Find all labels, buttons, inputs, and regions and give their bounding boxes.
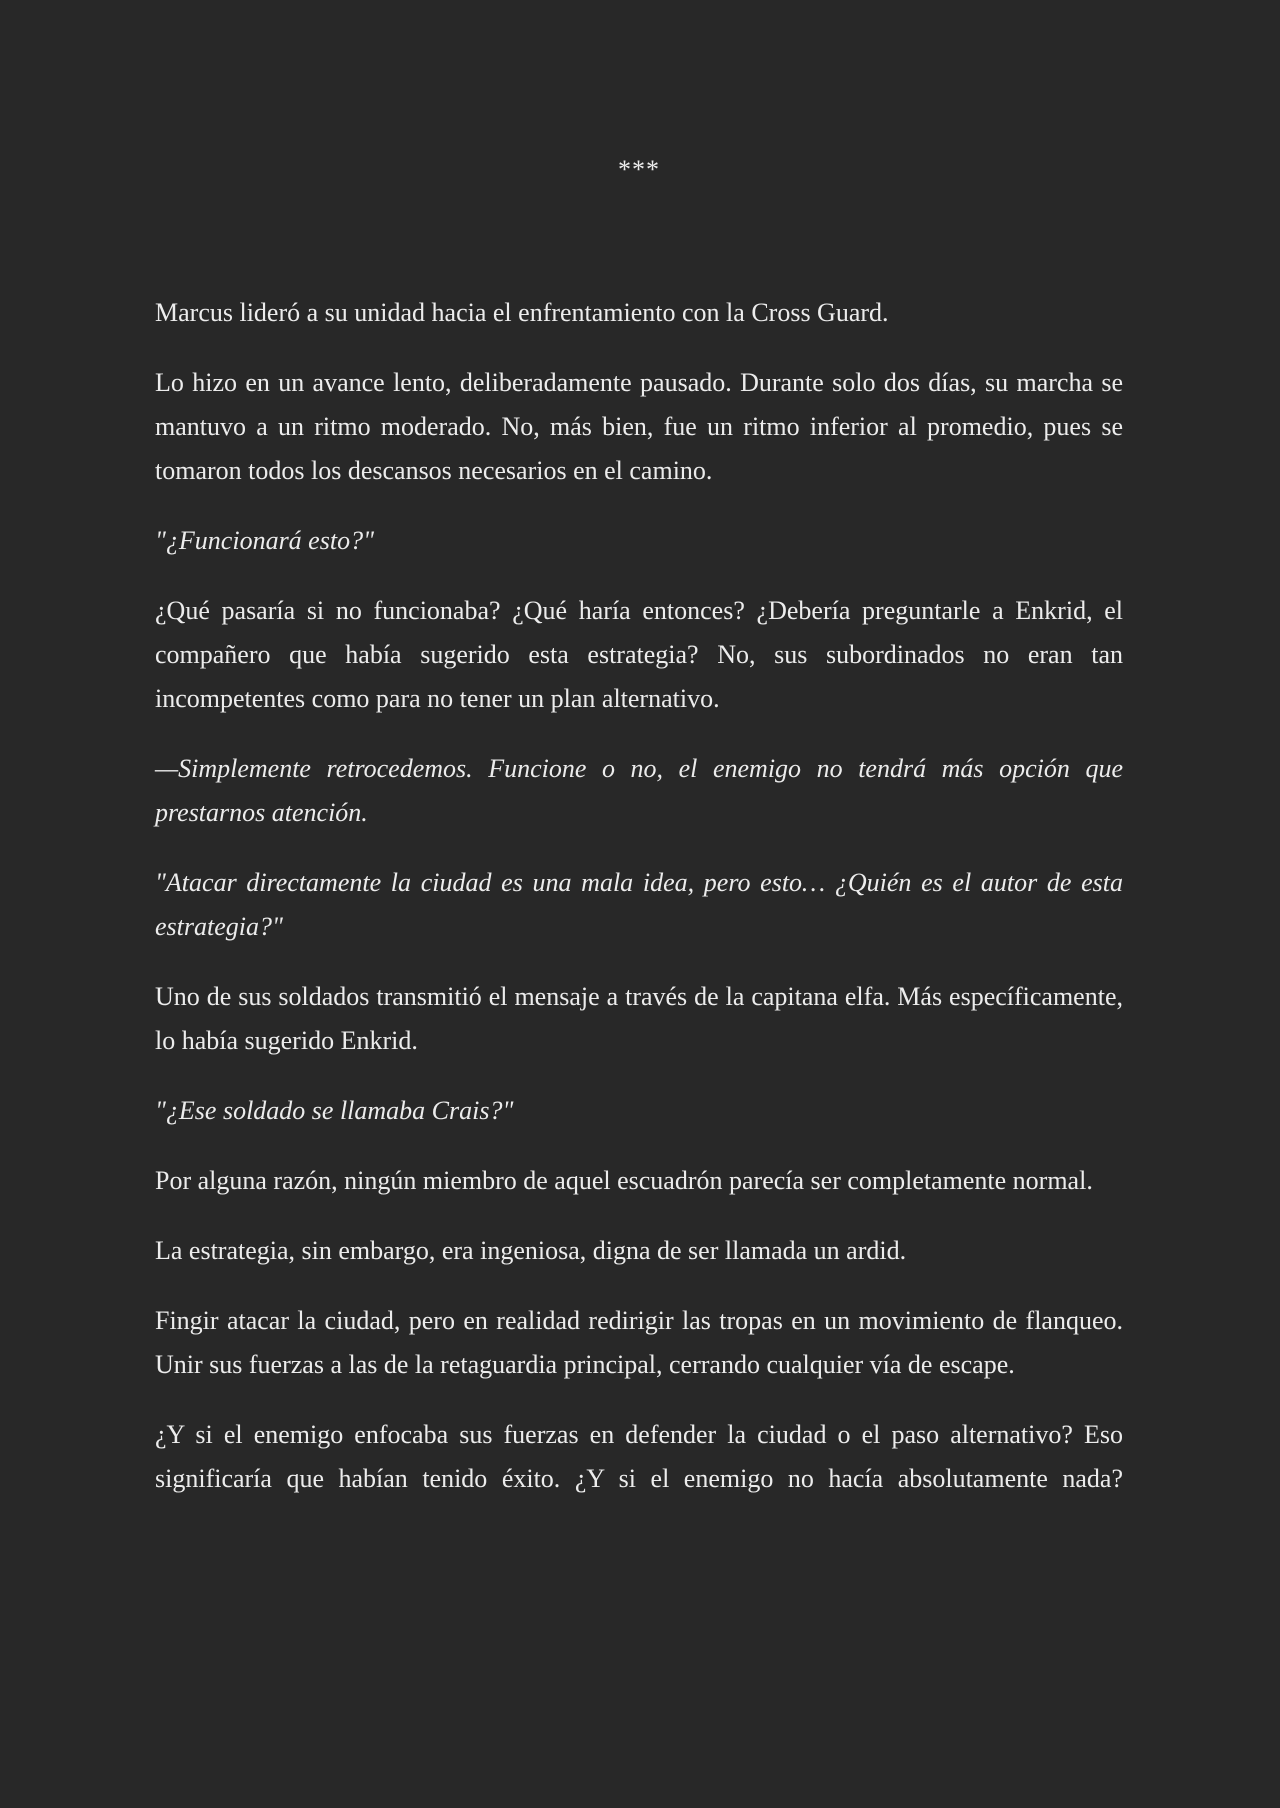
paragraph: ¿Qué pasaría si no funcionaba? ¿Qué haría entonces? ¿Debería preguntarle a Enkrid, el compañero que había sugerido esta estrategia? No, sus subordinados no eran tan incompetentes como para no tener un plan alternativo. [155, 596, 1123, 713]
paragraph: Marcus lideró a su unidad hacia el enfrentamiento con la Cross Guard. [155, 298, 889, 327]
paragraph: ¿Y si el enemigo enfocaba sus fuerzas en defender la ciudad o el paso alternativo? Eso significaría que habían tenido éxito. ¿Y si el enemigo no hacía absolutamente nada? [155, 1420, 1123, 1493]
paragraph: Por alguna razón, ningún miembro de aquel escuadrón parecía ser completamente normal. [155, 1166, 1093, 1195]
paragraph: Fingir atacar la ciudad, pero en realidad redirigir las tropas en un movimiento de flanqueo. Unir sus fuerzas a las de la retaguardia principal, cerrando cualquier vía de escape. [155, 1306, 1123, 1379]
chapter-text [155, 291, 1123, 1501]
italic-paragraph: "¿Ese soldado se llamaba Crais?" [155, 1096, 514, 1125]
italic-paragraph: —Simplemente retrocedemos. Funcione o no, el enemigo no tendrá más opción que prestarnos atención. [155, 754, 1123, 827]
italic-paragraph: "Atacar directamente la ciudad es una mala idea, pero esto… ¿Quién es el autor de esta estrategia?" [155, 868, 1123, 941]
paragraph: Uno de sus soldados transmitió el mensaje a través de la capitana elfa. Más específicamente, lo había sugerido Enkrid. [155, 982, 1123, 1055]
paragraph: Lo hizo en un avance lento, deliberadamente pausado. Durante solo dos días, su marcha se mantuvo a un ritmo moderado. No, más bien, fue un ritmo inferior al promedio, pues se tomaron todos los descansos necesarios en el camino. [155, 368, 1123, 485]
italic-paragraph: "¿Funcionará esto?" [155, 526, 374, 555]
scene-separator: *** [618, 155, 660, 184]
paragraph: La estrategia, sin embargo, era ingeniosa, digna de ser llamada un ardid. [155, 1236, 907, 1265]
